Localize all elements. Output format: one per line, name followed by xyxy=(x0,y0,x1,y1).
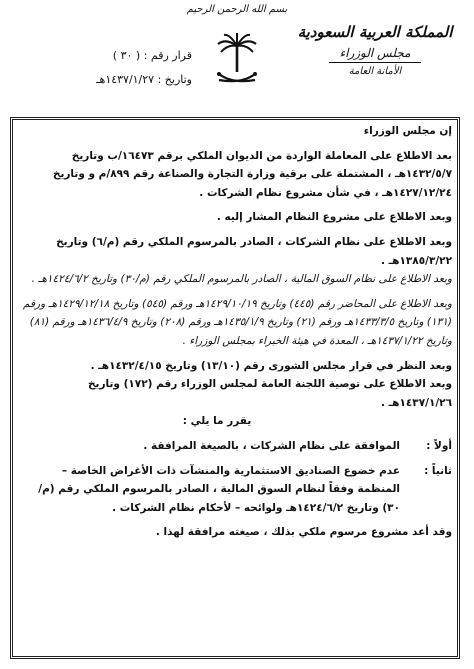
closing-paragraph: وقد أعد مشروع مرسوم ملكي بذلك ، صيغته مرافقة لهذا . xyxy=(155,526,452,539)
decision-item-2 xyxy=(22,462,452,518)
decision-item-1 xyxy=(22,437,452,456)
item-1-number: أولاً : xyxy=(426,439,452,452)
decision-date: وتاريخ : ١٤٣٧/١/٢٧هـ xyxy=(96,73,192,86)
decision-info xyxy=(42,44,192,92)
letterhead xyxy=(290,22,460,81)
paragraph-4: وبعد الاطلاع على المحاضر رقم (٤٤٥) وتاريخ ١٤٢٩/١٠/١٩هـ ورقم (٥٤٥) وتاريخ ١٤٢٩/١٢/١٨هـ ورقم (١٣١) وتاريخ ١٤٣٣/٣/٥هـ ورقم (٢١) وتاريخ ١٤٣٥/١/٩هـ ورقم (٢٠٨) وتاريخ ١٤٣٦/٤/٩هـ ورقم (٨١) وتاريخ ١٤٣٧/١/٢٢هـ ، المعدة في هيئة الخبراء بمجلس الوزراء . xyxy=(23,297,452,347)
decision-number: قرار رقم : ( ٣٠ ) xyxy=(112,49,192,62)
palm-swords-emblem-icon xyxy=(214,32,260,92)
item-2-number: ثانياً : xyxy=(424,464,452,477)
paragraph-5: وبعد النظر في قرار مجلس الشورى رقم (١٣/١٠) وتاريخ ١٤٣٢/٤/١٥هـ . xyxy=(90,359,452,372)
paragraph-3a: وبعد الاطلاع على نظام الشركات ، الصادر بالمرسوم الملكي رقم (م/٦) وتاريخ ١٣٨٥/٣/٢٢هـ . xyxy=(56,235,452,267)
paragraph-6: وبعد الاطلاع على توصية اللجنة العامة لمجلس الوزراء رقم (١٧٢) وتاريخ ١٤٣٧/١/٢٦هـ . xyxy=(87,378,452,409)
kingdom-name: المملكة العربية السعودية xyxy=(297,23,453,41)
decree-body xyxy=(22,122,452,542)
item-1-text: الموافقة على نظام الشركات ، بالصيغة المرافقة . xyxy=(143,439,400,452)
basmala: بسم الله الرحمن الرحيم xyxy=(186,4,288,15)
secretariat-name: الأمانة العامة xyxy=(348,66,402,77)
council-name: مجلس الوزراء xyxy=(329,44,420,63)
paragraph-2: وبعد الاطلاع على مشروع النظام المشار إليه . xyxy=(216,211,452,224)
item-2-text: عدم خضوع الصناديق الاستثمارية والمنشآت ذات الأغراض الخاصة – المنظمة وفقاً لنظام السوق المالية ، الصادر بالمرسوم الملكي رقم (م/٣٠) وتاريخ ١٤٢٤/٦/٢هـ ولوائحه – لأحكام نظام الشركات . xyxy=(38,464,400,514)
decides-heading: يقرر ما يلي : xyxy=(182,415,252,428)
addressee: إن مجلس الوزراء xyxy=(363,125,452,137)
paragraph-3b: وبعد الاطلاع على نظام السوق المالية ، الصادر بالمرسوم الملكي رقم (م/٣٠) وتاريخ ١٤٢٤/٦/٢هـ . xyxy=(31,273,452,286)
paragraph-1: بعد الاطلاع على المعاملة الواردة من الديوان الملكي برقم ١٦٤٧٣/ب وتاريخ ١٤٣٢/٥/٧هـ ، المشتملة على برقية وزارة التجارة والصناعة رقم ٨٩٩/م و وتاريخ ١٤٢٧/١٢/٢٤هـ ، في شأن مشروع نظام الشركات . xyxy=(52,149,452,199)
